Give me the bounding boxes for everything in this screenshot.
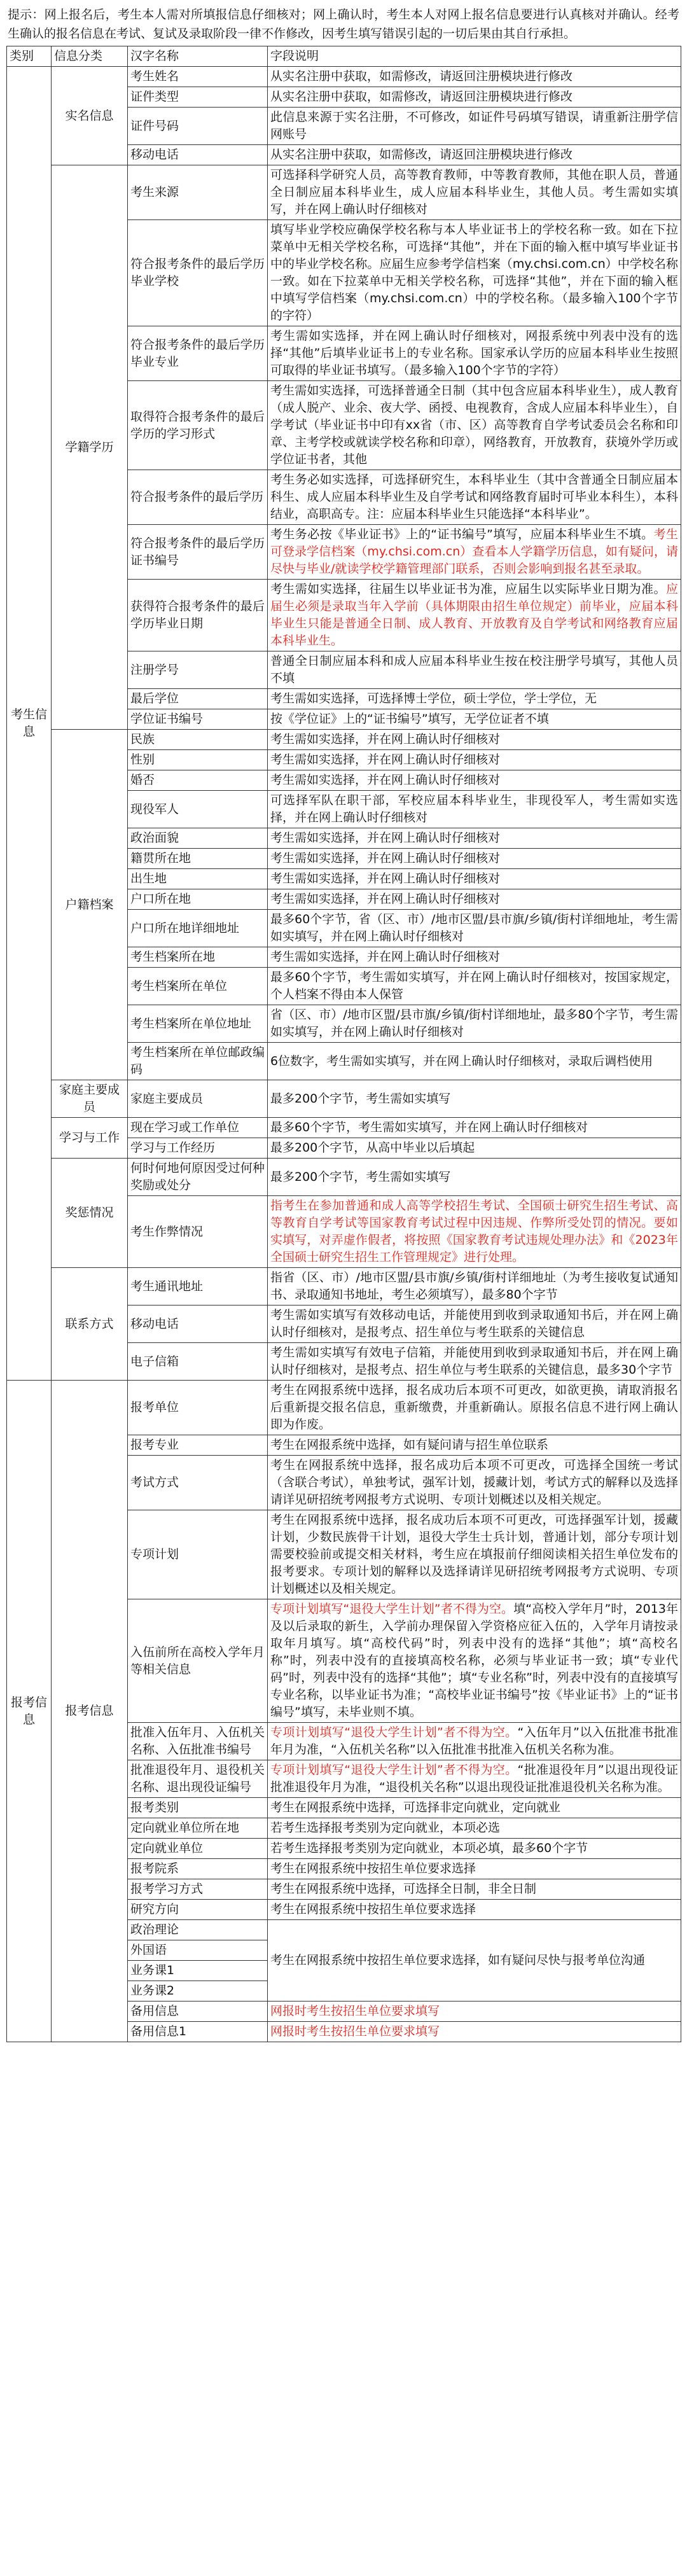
field-desc-cell: 从实名注册中获取，如需修改，请返回注册模块进行修改 bbox=[268, 145, 681, 165]
header-info-class: 信息分类 bbox=[52, 46, 128, 67]
field-name-cell: 户口所在地 bbox=[128, 889, 268, 910]
field-name-cell: 证件类型 bbox=[128, 87, 268, 108]
field-desc-cell: 考生需如实选择，并在网上确认时仔细核对 bbox=[268, 828, 681, 849]
table-row bbox=[7, 1268, 681, 1305]
field-name-cell: 符合报考条件的最后学历证书编号 bbox=[128, 525, 268, 580]
field-name-cell: 籍贯所在地 bbox=[128, 849, 268, 869]
field-desc-cell: 指省（区、市）/地市区盟/县市旗/乡镇/街村详细地址（为考生接收复试通知书、录取通知书地址，考生必须填写），最多80个字节 bbox=[268, 1268, 681, 1305]
field-name-cell: 取得符合报考条件的最后学历的学习形式 bbox=[128, 381, 268, 470]
field-desc-cell: 考生需如实选择，并在网上确认时仔细核对 bbox=[268, 889, 681, 910]
field-desc-cell: 可选择科学研究人员，高等教育教师，中等教育教师，其他在职人员，普通全日制应届本科毕业生，成人应届本科毕业生，其他人员。考生需如实填写，并在网上确认时仔细核对 bbox=[268, 165, 681, 220]
field-desc-cell: 专项计划填写“退役大学生计划”者不得为空。填“高校入学年月”时，2013年及以后录取的新生，入学前办理保留入学资格应征入伍的，入学年月请按录取年月填写。填“高校代码”时，列表中没有的选择“其他”；填“高校名称”时，列表中没有的直接填高校名称，必须与毕业证书一致；填“专业代码”时，列表中没有的选择“其他”；填“专业名称”时，列表中没有的直接填写专业名称，以毕业证书为准；“高校毕业证书编号”按《毕业证书》上的“证书编号”填写，未毕业则不填。 bbox=[268, 1599, 681, 1723]
field-desc-cell: 专项计划填写“退役大学生计划”者不得为空。“入伍年月”以入伍批准书批准年月为准，“入伍机关名称”以入伍批准书批准入伍机关名称为准。 bbox=[268, 1723, 681, 1760]
table-body bbox=[7, 67, 681, 2042]
field-name-cell: 证件号码 bbox=[128, 108, 268, 145]
field-desc-cell: 最多60个字节，考生需如实填写，并在网上确认时仔细核对，按国家规定，个人档案不得由本人保管 bbox=[268, 968, 681, 1005]
field-desc-cell: 考生需如实选择，并在网上确认时仔细核对 bbox=[268, 770, 681, 791]
field-desc-cell: 考生在网报系统中按招生单位要求选择，如有疑问尽快与报考单位沟通 bbox=[268, 1920, 681, 2002]
field-name-cell: 婚否 bbox=[128, 770, 268, 791]
field-name-cell: 注册学号 bbox=[128, 651, 268, 689]
field-name-cell: 家庭主要成员 bbox=[128, 1080, 268, 1118]
field-name-cell: 出生地 bbox=[128, 869, 268, 889]
header-field-name: 汉字名称 bbox=[128, 46, 268, 67]
field-name-cell: 报考院系 bbox=[128, 1859, 268, 1879]
notice-text: 提示：网上报名后，考生本人需对所填报信息仔细核对；网上确认时，考生本人对网上报名信息要进行认真核对并确认。经考生确认的报名信息在考试、复试及录取阶段一律不作修改，因考生填写错误引起的一切后果由其自行承担。 bbox=[8, 8, 679, 41]
field-name-cell: 移动电话 bbox=[128, 145, 268, 165]
field-desc-cell: 考生需如实选择，并在网上确认时仔细核对，网报系统中列表中没有的选择“其他”后填毕业证书上的专业名称。国家承认学历的应届本科毕业生按照可取得的毕业证书填写。（最多输入100个字节的字符） bbox=[268, 326, 681, 381]
field-desc-cell: 指考生在参加普通和成人高等学校招生考试、全国硕士研究生招生考试、高等教育自学考试等国家教育考试过程中因违规、作弊所受处罚的情况。要如实填写，对弄虚作假者，将按照《国家教育考试违规处理办法》和《2023年全国硕士研究生招生工作管理规定》进行处理。 bbox=[268, 1196, 681, 1268]
field-name-cell: 报考学习方式 bbox=[128, 1879, 268, 1900]
field-desc-cell: 考生需如实填写有效电子信箱，并能使用到收到录取通知书后，并在网上确认时仔细核对，是报考点、招生单位与考生联系的关键信息，最多30个字节 bbox=[268, 1343, 681, 1381]
field-name-cell: 考生档案所在单位 bbox=[128, 968, 268, 1005]
field-desc-cell: 网报时考生按招生单位要求填写 bbox=[268, 2002, 681, 2022]
field-name-cell: 户口所在地详细地址 bbox=[128, 910, 268, 947]
field-desc-cell: 最多200个字节，考生需如实填写 bbox=[268, 1159, 681, 1196]
info-class-cell: 报考信息 bbox=[52, 1381, 128, 2042]
field-desc-cell: 考生需如实选择，并在网上确认时仔细核对 bbox=[268, 849, 681, 869]
field-desc-cell: 最多200个字节，从高中毕业以后填起 bbox=[268, 1138, 681, 1159]
field-desc-cell: 专项计划填写“退役大学生计划”者不得为空。“批准退役年月”以退出现役证批准退役年月为准，“退役机关名称”以退出现役证批准退役机关名称为准。 bbox=[268, 1760, 681, 1798]
field-desc-cell: 考生需如实选择，并在网上确认时仔细核对 bbox=[268, 730, 681, 750]
table-row bbox=[7, 1159, 681, 1196]
field-name-cell: 考生来源 bbox=[128, 165, 268, 220]
field-name-cell: 民族 bbox=[128, 730, 268, 750]
field-name-cell: 符合报考条件的最后学历毕业专业 bbox=[128, 326, 268, 381]
header-category: 类别 bbox=[7, 46, 52, 67]
field-name-cell: 现在学习或工作单位 bbox=[128, 1118, 268, 1138]
field-desc-cell: 考生在网报系统中选择，可选择非定向就业，定向就业 bbox=[268, 1798, 681, 1818]
field-desc-cell: 网报时考生按招生单位要求填写 bbox=[268, 2022, 681, 2042]
field-name-cell: 批准入伍年月、入伍机关名称、入伍批准书编号 bbox=[128, 1723, 268, 1760]
field-desc-cell: 普通全日制应届本科和成人应届本科毕业生按在校注册学号填写，其他人员不填 bbox=[268, 651, 681, 689]
info-class-cell: 户籍档案 bbox=[52, 730, 128, 1080]
field-name-cell: 考生姓名 bbox=[128, 67, 268, 87]
field-name-cell: 报考专业 bbox=[128, 1435, 268, 1456]
field-name-cell: 最后学位 bbox=[128, 689, 268, 709]
field-name-cell: 专项计划 bbox=[128, 1510, 268, 1599]
field-desc-cell: 最多200个字节，考生需如实填写 bbox=[268, 1080, 681, 1118]
info-class-cell: 学习与工作 bbox=[52, 1118, 128, 1159]
field-name-cell: 报考类别 bbox=[128, 1798, 268, 1818]
field-desc-cell: 可选择军队在职干部，军校应届本科毕业生，非现役军人，考生需如实选择，并在网上确认时仔细核对 bbox=[268, 791, 681, 828]
field-desc-cell: 考生在网报系统中选择，如有疑问请与招生单位联系 bbox=[268, 1435, 681, 1456]
field-name-cell: 定向就业单位所在地 bbox=[128, 1818, 268, 1839]
field-desc-cell: 考生在网报系统中按招生单位要求选择 bbox=[268, 1859, 681, 1879]
field-name-cell: 电子信箱 bbox=[128, 1343, 268, 1381]
field-desc-cell: 考生在网报系统中选择，可选择全日制，非全日制 bbox=[268, 1879, 681, 1900]
field-desc-cell: 考生需如实选择，并在网上确认时仔细核对 bbox=[268, 947, 681, 968]
field-desc-cell: 考生需如实选择，并在网上确认时仔细核对 bbox=[268, 750, 681, 770]
field-name-cell: 现役军人 bbox=[128, 791, 268, 828]
field-name-cell: 考生档案所在地 bbox=[128, 947, 268, 968]
field-desc-cell: 考生在网报系统中选择，报名成功后本项不可更改，可选择全国统一考试（含联合考试），单独考试，强军计划，援藏计划，考试方式的解释以及选择请详见研招统考网报考方式说明、专项计划概述以及相关规定。 bbox=[268, 1456, 681, 1510]
info-class-cell: 奖惩情况 bbox=[52, 1159, 128, 1268]
field-desc-cell: 考生在网报系统中选择，报名成功后本项不可更改，如欲更换，请取消报名后重新提交报名信息，重新缴费，并重新确认。原报名信息不进行网上确认即为作废。 bbox=[268, 1381, 681, 1435]
field-desc-cell: 考生在网报系统中选择，报名成功后本项不可更改，可选择强军计划，援藏计划，少数民族骨干计划，退役大学生士兵计划，普通计划，部分专项计划需要校验前或提交相关材料，考生应在填报前仔细阅读相关招生单位发布的报考要求。专项计划的解释以及选择请详见研招统考网报考方式说明、专项计划概述以及相关规定。 bbox=[268, 1510, 681, 1599]
field-desc-cell: 省（区、市）/地市区盟/县市旗/乡镇/街村详细地址，最多80个字节，考生需如实填写，并在网上确认时仔细核对 bbox=[268, 1005, 681, 1043]
field-name-cell: 业务课2 bbox=[128, 1981, 268, 2002]
field-name-cell: 考试方式 bbox=[128, 1456, 268, 1510]
table-row bbox=[7, 1080, 681, 1118]
info-class-cell: 学籍学历 bbox=[52, 165, 128, 730]
field-desc-cell: 从实名注册中获取，如需修改，请返回注册模块进行修改 bbox=[268, 67, 681, 87]
category-cell: 考生信息 bbox=[7, 67, 52, 1381]
field-desc-cell: 考生需如实填写有效移动电话，并能使用到收到录取通知书后，并在网上确认时仔细核对，是报考点、招生单位与考生联系的关键信息 bbox=[268, 1305, 681, 1343]
table-row bbox=[7, 1381, 681, 1435]
field-name-cell: 考生档案所在单位邮政编码 bbox=[128, 1043, 268, 1080]
field-desc-cell: 填写毕业学校应确保学校名称与本人毕业证书上的学校名称一致。如在下拉菜单中无相关学校名称，可选择“其他”，并在下面的输入框中填写毕业证书中的毕业学校名称。应届生应参考学信档案（my.chsi.com.cn）中学校名称一致。如在下拉菜单中无相关学校名称，可选择“其他”，并在下面的输入框中填写学信档案（my.chsi.com.cn）中的学校名称。（最多输入100个字节的字符） bbox=[268, 220, 681, 326]
field-name-cell: 考生档案所在单位地址 bbox=[128, 1005, 268, 1043]
field-desc-cell: 从实名注册中获取，如需修改，请返回注册模块进行修改 bbox=[268, 87, 681, 108]
field-name-cell: 性别 bbox=[128, 750, 268, 770]
field-desc-cell: 考生务必按《毕业证书》上的“证书编号”填写，应届本科毕业生不填。考生可登录学信档案（my.chsi.com.cn）查看本人学籍学历信息，如有疑问，请尽快与毕业/就读学校学籍管理部门联系，否则会影响到报名甚至录取。 bbox=[268, 525, 681, 580]
field-name-cell: 业务课1 bbox=[128, 1961, 268, 1981]
category-cell: 报考信息 bbox=[7, 1381, 52, 2042]
table-row bbox=[7, 730, 681, 750]
field-desc-cell: 此信息来源于实名注册，不可修改，如证件号码填写错误，请重新注册学信网账号 bbox=[268, 108, 681, 145]
field-name-cell: 备用信息 bbox=[128, 2002, 268, 2022]
field-desc-cell: 考生务必如实选择，可选择研究生，本科毕业生（其中含普通全日制应届本科生、成人应届本科毕业生及自学考试和网络教育届时可毕业本科生），本科结业，高职高专。注：应届本科毕业生只能选择“本科毕业”。 bbox=[268, 470, 681, 525]
field-desc-cell: 考生需如实选择，可选择普通全日制（其中包含应届本科毕业生），成人教育（成人脱产、业余、夜大学、函授、电视教育，含成人应届本科毕业生），自学考试（毕业证书中印有xx省（市、区）高等教育自学考试委员会名称和印章、主考学校或就读学校名称和印章），网络教育，开放教育，获境外学历或学位证书者，其他 bbox=[268, 381, 681, 470]
info-class-cell: 实名信息 bbox=[52, 67, 128, 165]
field-name-cell: 研究方向 bbox=[128, 1900, 268, 1920]
field-name-cell: 备用信息1 bbox=[128, 2022, 268, 2042]
field-desc-cell: 最多60个字节，考生需如实填写，并在网上确认时仔细核对 bbox=[268, 1118, 681, 1138]
registration-field-table bbox=[6, 46, 681, 2042]
field-name-cell: 学习与工作经历 bbox=[128, 1138, 268, 1159]
field-name-cell: 外国语 bbox=[128, 1940, 268, 1961]
table-row bbox=[7, 165, 681, 220]
field-name-cell: 何时何地何原因受过何种奖励或处分 bbox=[128, 1159, 268, 1196]
header-field-desc: 字段说明 bbox=[268, 46, 681, 67]
info-class-cell: 家庭主要成员 bbox=[52, 1080, 128, 1118]
field-desc-cell: 最多60个字节，省（区、市）/地市区盟/县市旗/乡镇/街村详细地址，考生需如实填写，并在网上确认时仔细核对 bbox=[268, 910, 681, 947]
field-name-cell: 定向就业单位 bbox=[128, 1839, 268, 1859]
field-desc-cell: 若考生选择报考类别为定向就业，本项必选 bbox=[268, 1818, 681, 1839]
field-desc-cell: 考生需如实选择，可选择博士学位，硕士学位，学士学位，无 bbox=[268, 689, 681, 709]
table-row bbox=[7, 1118, 681, 1138]
field-name-cell: 移动电话 bbox=[128, 1305, 268, 1343]
field-name-cell: 学位证书编号 bbox=[128, 709, 268, 730]
field-name-cell: 获得符合报考条件的最后学历毕业日期 bbox=[128, 580, 268, 651]
field-name-cell: 政治面貌 bbox=[128, 828, 268, 849]
field-name-cell: 符合报考条件的最后学历 bbox=[128, 470, 268, 525]
field-desc-cell: 考生需如实选择，并在网上确认时仔细核对 bbox=[268, 869, 681, 889]
field-name-cell: 政治理论 bbox=[128, 1920, 268, 1940]
field-desc-cell: 考生在网报系统中按招生单位要求选择 bbox=[268, 1900, 681, 1920]
field-name-cell: 考生通讯地址 bbox=[128, 1268, 268, 1305]
field-desc-cell: 按《学位证》上的“证书编号”填写，无学位证者不填 bbox=[268, 709, 681, 730]
field-name-cell: 考生作弊情况 bbox=[128, 1196, 268, 1268]
field-name-cell: 入伍前所在高校入学年月等相关信息 bbox=[128, 1599, 268, 1723]
field-name-cell: 符合报考条件的最后学历毕业学校 bbox=[128, 220, 268, 326]
field-desc-cell: 若考生选择报考类别为定向就业，本项必填，最多60个字节 bbox=[268, 1839, 681, 1859]
table-row bbox=[7, 67, 681, 87]
field-desc-cell: 考生需如实选择，往届生以毕业证书为准，应届生以实际毕业日期为准。应届生必须是录取当年入学前（具体期限由招生单位规定）前毕业，应届本科毕业生只能是普通全日制、成人教育、开放教育及自学考试和网络教育应届本科毕业生。 bbox=[268, 580, 681, 651]
table-header-row bbox=[7, 46, 681, 67]
info-class-cell: 联系方式 bbox=[52, 1268, 128, 1381]
field-name-cell: 报考单位 bbox=[128, 1381, 268, 1435]
field-name-cell: 批准退役年月、退役机关名称、退出现役证编号 bbox=[128, 1760, 268, 1798]
field-desc-cell: 6位数字，考生需如实填写，并在网上确认时仔细核对，录取后调档使用 bbox=[268, 1043, 681, 1080]
